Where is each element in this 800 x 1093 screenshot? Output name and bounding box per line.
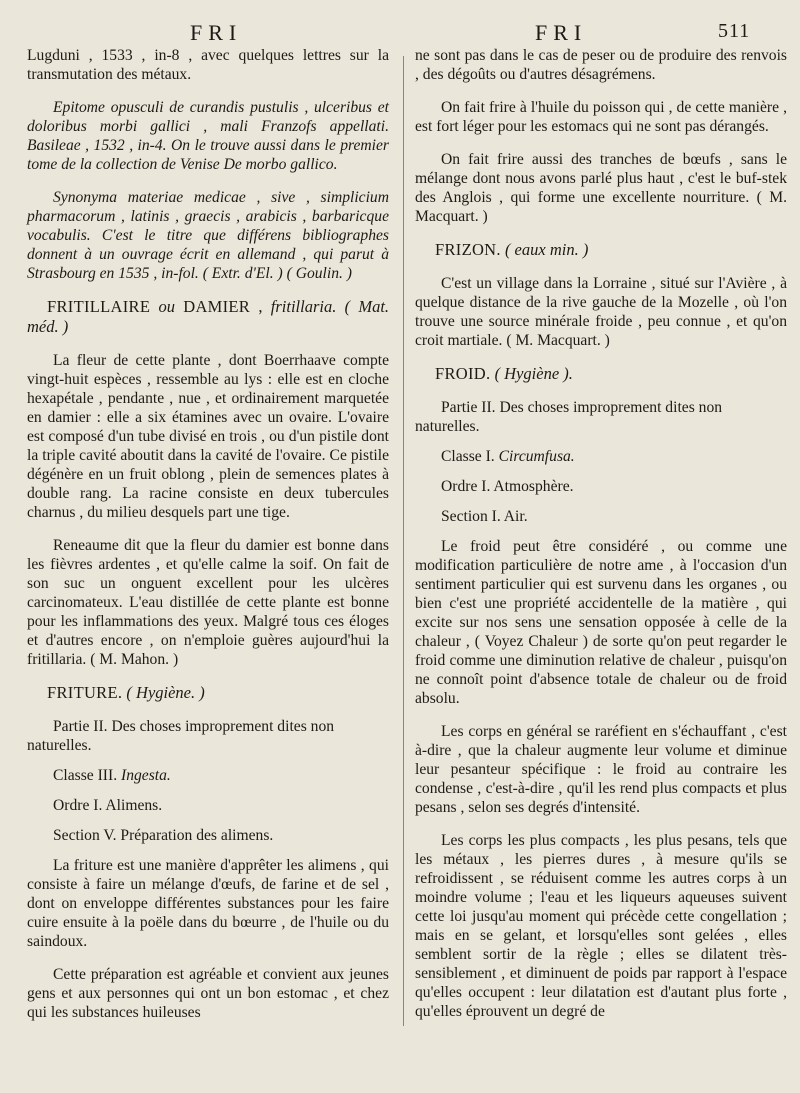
headword-latin: fritillaria.: [270, 297, 337, 316]
paragraph: Epitome opusculi de curandis pustulis , ulceribus et doloribus morbi gallici , mali Franzofs appellati. Basileae , 1532 , in-4. On le trouve aussi dans le premier tome de la collection de Venise De morbo gallico.: [27, 99, 389, 173]
paragraph: On fait frire aussi des tranches de bœufs , sans le mélange dont nous avons parlé plus haut , c'est le buf-stek des Anglois , qui forme une excellente nourriture. ( M. Macquart. ): [415, 151, 787, 225]
paragraph: La fleur de cette plante , dont Boerrhaave compte vingt-huit espèces , ressemble au lys : elle est en cloche hexapétale , pendante , nue , et ordinairement marquetée en damier : elle a six étamines avec un ovaire. L'ovaire est composé d'un tube divisé en trois , ou d'un pistile dont la triple cavité aboutit dans la cavité de l'ovaire. Ce pistile dégénère en un fruit oblong , plein de semences plates à double rang. La racine consiste en deux tubercules charnus , du milieu desquels part une tige.: [27, 352, 389, 521]
classe-name: Circumfusa.: [498, 448, 575, 465]
paragraph: Lugduni , 1533 , in-8 , avec quelques lettres sur la transmutation des métaux.: [27, 47, 389, 83]
subject-tag: ( eaux min. ): [504, 240, 589, 259]
subject-tag: ( Mat. méd. ): [27, 297, 390, 336]
entry-heading-frizon: [415, 240, 787, 260]
headword-connector: ou: [158, 297, 175, 316]
classification-ordre: Ordre I. Atmosphère.: [441, 478, 574, 495]
entry-heading-friture: [27, 683, 389, 703]
left-column: [27, 46, 389, 1036]
paragraph: Reneaume dit que la fleur du damier est bonne dans les fièvres ardentes , et qu'elle calme la soif. On fait de son suc un onguent excellent pour les ulcères carcinomateux. L'eau distillée de cette plante est bonne pour les inflammations des yeux. Malgré tous ces éloges et d'autres encore , on n'emploie guères aujourd'hui la fritillaria. ( M. Mahon. ): [27, 537, 389, 668]
classification-section: Section I. Air.: [441, 508, 528, 525]
running-head-left: FRI: [190, 20, 243, 45]
paragraph: La friture est une manière d'apprêter les alimens , qui consiste à faire un mélange d'œufs, de farine et de sel , dont on enveloppe différentes substances pour les faire cuire ensuite à la poële dans du bœurre , de l'huile ou du saindoux.: [27, 857, 389, 950]
column-divider: [403, 56, 404, 1026]
paragraph: Les corps les plus compacts , les plus pesans, tels que les métaux , les pierres dures , à mesure qu'ils se refroidissent , se réduisent comme les autres corps à un moindre volume ; l'eau et les liqueurs aqueuses suivent cette loi jusqu'au moment qui précède cette congellation ; mais en se gelant, et lorsqu'elles sont gelées , elles semblent sortir de la règle ; elles se dilatent très-sensiblement , et diminuent de poids par rapport à l'espace qu'elles occupent : leur dilatation est d'autant plus forte , qu'elles éprouvent un degré de: [415, 832, 787, 1020]
headword: FRITILLAIRE: [47, 297, 151, 316]
classification-classe: [415, 447, 787, 466]
right-column: [415, 46, 787, 1035]
classification-ordre: Ordre I. Alimens.: [53, 797, 163, 814]
classification-classe: [27, 766, 389, 785]
entry-heading-fritillaire: FRITILLAIRE ou DAMIER , fritillaria. ( Mat. méd. ): [27, 297, 390, 336]
paragraph: Cette préparation est agréable et convient aux jeunes gens et aux personnes qui ont un bon estomac , et chez qui les substances huileuses: [27, 966, 389, 1021]
classe-label: Classe III.: [53, 767, 118, 784]
running-head-right: FRI: [535, 20, 588, 45]
paragraph: C'est un village dans la Lorraine , situé sur l'Avière , à quelque distance de la rive gauche de la Mozelle , où l'on trouve une source minérale froide , peu connue , et qu'on croit martiale. ( M. Macquart. ): [415, 275, 787, 349]
classification-partie: Partie II. Des choses improprement dites non naturelles.: [27, 718, 335, 754]
subject-tag: ( Hygiène ).: [494, 364, 573, 383]
paragraph: On fait frire à l'huile du poisson qui , de cette manière , est fort léger pour les estomacs qui ne sont pas dérangés.: [415, 99, 787, 135]
headword-alt: DAMIER: [183, 297, 251, 316]
classification-partie: Partie II. Des choses improprement dites non naturelles.: [415, 399, 723, 435]
entry-heading-froid: [415, 364, 787, 384]
paragraph: Les corps en général se raréfient en s'échauffant , c'est à-dire , que la chaleur augmente leur volume et diminue leur pesanteur spécifique : le froid au contraire les condense , c'est-à-dire , qu'il les rend plus compacts et plus pesans , selon ses degrés d'intensité.: [415, 723, 787, 816]
paragraph: Le froid peut être considéré , ou comme une modification particulière de notre ame , à l'occasion d'un sentiment particulier qui est survenu dans les organes , ou bien c'est une propriété accidentelle de la matière , qui excite sur nos sens une sensation opposée à celle de la chaleur , ( Voyez Chaleur ) de sorte qu'on peut regarder le froid comme une diminution relative de chaleur , puisqu'on ne connoît point d'absence totale de chaleur ou de froid absolu.: [415, 538, 787, 707]
headword: FRITURE.: [47, 683, 123, 702]
headword: FROID.: [435, 364, 491, 383]
paragraph: ne sont pas dans le cas de peser ou de produire des renvois , des dégoûts ou d'autres désagrémens.: [415, 47, 787, 83]
classe-name: Ingesta.: [121, 767, 171, 784]
subject-tag: ( Hygiène. ): [126, 683, 205, 702]
paragraph: Synonyma materiae medicae , sive , simplicium pharmacorum , latinis , graecis , arabicis , barbaricque vocabulis. C'est le titre que différens bibliographes donnent à un ouvrage écrit en allemand , qui parut à Strasbourg en 1535 , in-fol. ( Extr. d'El. ) ( Goulin. ): [27, 189, 389, 282]
headword: FRIZON.: [435, 240, 501, 259]
page-number: 511: [718, 20, 751, 42]
classe-label: Classe I.: [441, 448, 495, 465]
classification-section: Section V. Préparation des alimens.: [53, 827, 274, 844]
